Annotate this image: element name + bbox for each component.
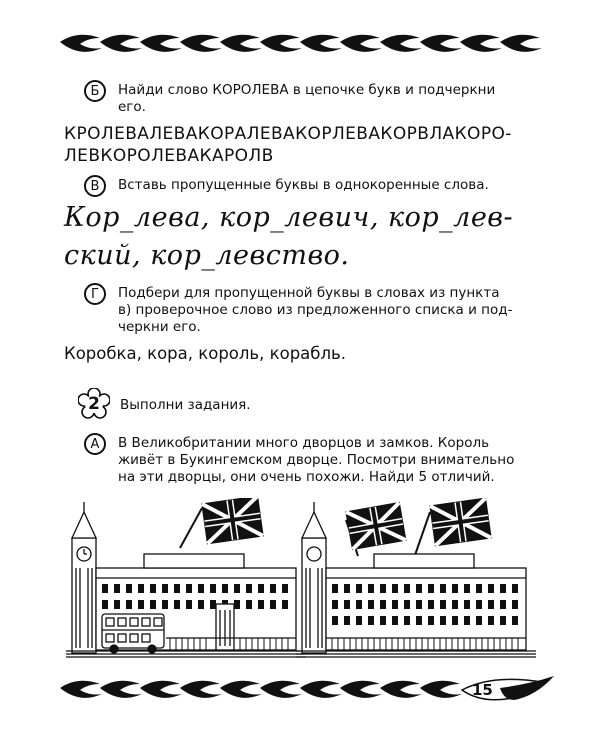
task-a-text-line2: живёт в Букингемском дворце. Посмотри внимательно <box>118 452 515 468</box>
task-g-instruction-line1: Подбери для пропущенной буквы в словах из пункта <box>118 285 500 301</box>
task-g-letter-badge <box>84 283 106 305</box>
task-v-instruction: Вставь пропущенные буквы в однокоренные слова. <box>118 177 489 193</box>
task-b-instruction-line1: Найди слово КОРОЛЕВА в цепочке букв и подчеркни <box>118 82 496 98</box>
task-2-title: Выполни задания. <box>120 397 251 413</box>
task-a-text-line1: В Великобритании много дворцов и замков. Король <box>118 435 490 451</box>
top-decorative-border <box>0 22 600 62</box>
task-a-letter: А <box>90 436 100 452</box>
letter-chain-line2: ЛЕВКОРОЛЕВАКАРОЛВ <box>64 146 274 166</box>
task-2-number: 2 <box>88 394 100 414</box>
task-v-letter: В <box>90 178 100 194</box>
task-g-instruction-line3: черкни его. <box>118 319 201 335</box>
letter-chain-line1: КРОЛЕВАЛЕВАКОРАЛЕВАКОРЛЕВАКОРВЛАКОРО- <box>64 124 512 144</box>
task-a-letter-badge <box>84 433 106 455</box>
task-v-letter-badge <box>84 175 106 197</box>
bottom-decorative-border <box>0 668 600 708</box>
palace-picture-left <box>66 498 306 658</box>
page-number: 15 <box>472 681 493 699</box>
task-b-letter-badge <box>84 80 106 102</box>
task-g-instruction-line2: в) проверочное слово из предложенного списка и под- <box>118 302 513 318</box>
script-words-line1: Кор_лева, кор_левич, кор_лев- <box>64 202 514 233</box>
task-g-letter: Г <box>91 286 99 302</box>
palace-picture-right <box>296 498 536 658</box>
task-b-letter: Б <box>90 83 100 99</box>
task-a-text-line3: на эти дворцы, они очень похожи. Найди 5 отличий. <box>118 469 495 485</box>
word-choice-list: Коробка, кора, король, корабль. <box>64 344 346 363</box>
script-words-line2: ский, кор_левство. <box>64 240 350 271</box>
task-b-instruction-line2: его. <box>118 99 146 115</box>
